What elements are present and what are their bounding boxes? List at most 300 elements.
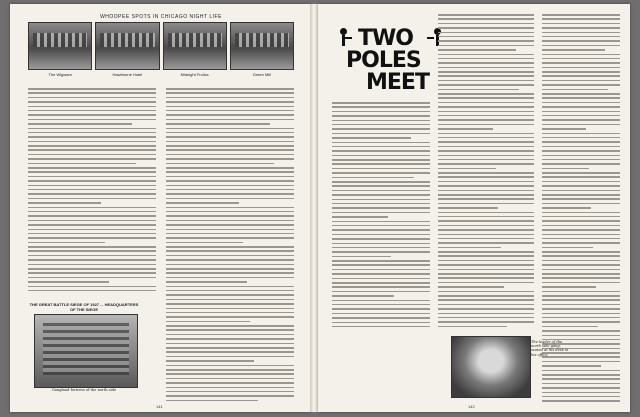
text-line xyxy=(166,242,243,244)
text-line xyxy=(332,146,430,148)
text-line xyxy=(438,32,534,34)
text-line xyxy=(542,146,620,148)
text-line xyxy=(28,233,156,235)
text-line xyxy=(332,124,430,126)
text-line xyxy=(332,102,430,104)
text-line xyxy=(28,272,156,274)
portrait-caption: The leader of the north side gang, seated at his desk in his office xyxy=(531,340,569,357)
text-line xyxy=(166,321,250,323)
text-line xyxy=(542,400,620,402)
headline-line-2: POLES xyxy=(346,48,421,73)
text-line xyxy=(166,220,294,222)
text-line xyxy=(166,88,294,90)
text-line xyxy=(438,299,534,301)
text-line xyxy=(438,225,534,227)
text-line xyxy=(438,185,534,187)
text-line xyxy=(438,150,534,152)
text-line xyxy=(542,133,620,135)
text-line xyxy=(28,185,156,187)
text-line xyxy=(332,260,430,262)
text-line xyxy=(438,84,534,86)
text-line xyxy=(28,286,156,288)
text-line xyxy=(542,75,620,77)
text-line xyxy=(332,304,430,306)
text-line xyxy=(332,256,391,258)
text-line xyxy=(542,190,620,192)
text-line xyxy=(542,317,620,319)
text-line xyxy=(166,114,294,116)
text-line xyxy=(332,251,430,253)
text-line xyxy=(542,71,620,73)
headline-line-1: TWO xyxy=(358,26,413,51)
text-line xyxy=(28,176,156,178)
text-line xyxy=(166,308,294,310)
text-line xyxy=(542,286,596,288)
text-line xyxy=(332,278,430,280)
text-line xyxy=(438,321,534,323)
text-line xyxy=(166,97,294,99)
text-line xyxy=(542,251,620,253)
text-line xyxy=(438,163,534,165)
text-line xyxy=(438,106,534,108)
text-line xyxy=(166,193,294,195)
text-line xyxy=(438,247,501,249)
text-line xyxy=(332,128,430,130)
page-number-right: 142 xyxy=(468,404,475,409)
text-line xyxy=(166,171,294,173)
text-line xyxy=(438,119,534,121)
text-line xyxy=(542,212,620,214)
text-line xyxy=(542,172,620,174)
text-line xyxy=(166,229,294,231)
text-line xyxy=(438,137,534,139)
text-line xyxy=(166,233,294,235)
text-line xyxy=(28,110,156,112)
text-line xyxy=(28,132,156,134)
text-line xyxy=(28,255,156,257)
text-line xyxy=(166,290,294,292)
text-line xyxy=(542,67,620,69)
text-line xyxy=(28,163,136,165)
text-line xyxy=(332,207,430,209)
text-line xyxy=(28,250,156,252)
photo-caption: The Wigwam xyxy=(48,72,72,77)
text-line xyxy=(542,396,620,398)
text-line xyxy=(166,299,294,301)
text-line xyxy=(166,167,294,169)
text-line xyxy=(542,282,620,284)
left-column-2-text xyxy=(166,88,294,406)
text-line xyxy=(166,154,294,156)
text-line xyxy=(542,264,620,266)
text-line xyxy=(166,246,294,248)
text-line xyxy=(332,282,430,284)
text-line xyxy=(542,80,620,82)
text-line xyxy=(166,224,294,226)
text-line xyxy=(332,181,430,183)
text-line xyxy=(332,243,430,245)
text-line xyxy=(166,338,294,340)
text-line xyxy=(438,23,534,25)
text-line xyxy=(166,215,294,217)
text-line xyxy=(166,272,294,274)
text-line xyxy=(438,291,534,293)
photo-caption: Hawthorne Hotel xyxy=(112,72,143,77)
text-line xyxy=(542,27,620,29)
right-column-1-text xyxy=(332,102,430,334)
text-line xyxy=(438,234,534,236)
text-line xyxy=(438,62,534,64)
text-line xyxy=(438,282,534,284)
text-line xyxy=(438,295,534,297)
headline-line-3: MEET xyxy=(366,70,429,95)
text-line xyxy=(438,75,534,77)
text-line xyxy=(332,322,430,324)
photo-image xyxy=(163,22,227,70)
text-line xyxy=(542,203,620,205)
text-line xyxy=(332,317,430,319)
text-line xyxy=(166,312,294,314)
text-line xyxy=(166,92,294,94)
photo-caption: Midnight Frolics xyxy=(180,72,209,77)
text-line xyxy=(166,259,294,261)
text-line xyxy=(166,334,294,336)
text-line xyxy=(542,137,620,139)
text-line xyxy=(166,264,294,266)
text-line xyxy=(28,106,156,108)
text-line xyxy=(438,317,534,319)
text-line xyxy=(166,400,258,402)
text-line xyxy=(542,176,620,178)
article-headline xyxy=(332,26,447,96)
text-line xyxy=(438,102,534,104)
text-line xyxy=(28,189,156,191)
text-line xyxy=(438,313,534,315)
text-line xyxy=(28,136,156,138)
text-line xyxy=(166,395,294,397)
text-line xyxy=(166,382,294,384)
text-line xyxy=(332,264,430,266)
text-line xyxy=(542,40,620,42)
text-line xyxy=(542,84,620,86)
text-line xyxy=(28,158,156,160)
text-line xyxy=(332,212,430,214)
text-line xyxy=(542,198,620,200)
text-line xyxy=(166,176,294,178)
text-line xyxy=(166,316,294,318)
text-line xyxy=(542,255,620,257)
text-line xyxy=(542,181,620,183)
text-line xyxy=(542,58,620,60)
text-line xyxy=(542,32,620,34)
text-line xyxy=(438,36,534,38)
text-line xyxy=(166,158,294,160)
text-line xyxy=(28,224,156,226)
text-line xyxy=(438,172,534,174)
text-line xyxy=(438,220,534,222)
text-line xyxy=(542,18,620,20)
text-line xyxy=(332,225,430,227)
building-panel-title: THE GREAT BATTLE SIEGE OF 1927 ... HEADQUARTERS OF THE SIEGE xyxy=(29,302,139,312)
text-line xyxy=(166,198,294,200)
text-line xyxy=(332,106,430,108)
text-line xyxy=(438,238,534,240)
text-line xyxy=(332,203,430,205)
text-line xyxy=(542,273,620,275)
text-line xyxy=(332,111,430,113)
text-line xyxy=(438,273,534,275)
text-line xyxy=(542,313,620,315)
text-line xyxy=(542,216,620,218)
text-line xyxy=(28,128,156,130)
text-line xyxy=(28,92,156,94)
gang-leader-portrait xyxy=(451,336,531,398)
text-line xyxy=(332,177,414,179)
text-line xyxy=(542,220,620,222)
text-line xyxy=(542,185,620,187)
text-line xyxy=(332,295,394,297)
text-line xyxy=(438,308,534,310)
text-line xyxy=(332,115,430,117)
text-line xyxy=(28,119,156,121)
text-line xyxy=(438,168,496,170)
text-line xyxy=(166,277,294,279)
text-line xyxy=(438,212,534,214)
text-line xyxy=(28,145,156,147)
text-line xyxy=(28,198,156,200)
text-line xyxy=(166,128,294,130)
text-line xyxy=(542,128,586,130)
text-line xyxy=(542,89,608,91)
text-line xyxy=(332,142,430,144)
text-line xyxy=(542,238,620,240)
text-line xyxy=(166,391,294,393)
text-line xyxy=(438,58,534,60)
photo-image xyxy=(28,22,92,70)
text-line xyxy=(438,45,534,47)
text-line xyxy=(166,207,294,209)
text-line xyxy=(166,106,294,108)
text-line xyxy=(438,14,534,16)
text-line xyxy=(438,207,498,209)
text-line xyxy=(438,194,534,196)
text-line xyxy=(166,145,294,147)
text-line xyxy=(332,326,430,328)
photo-image xyxy=(230,22,294,70)
text-line xyxy=(28,268,156,270)
text-line xyxy=(438,159,534,161)
photo-hawthorne xyxy=(95,22,159,80)
text-line xyxy=(438,269,534,271)
right-column-2-text xyxy=(438,14,534,332)
text-line xyxy=(166,185,294,187)
text-line xyxy=(166,365,294,367)
left-page xyxy=(10,4,310,412)
text-line xyxy=(332,229,430,231)
text-line xyxy=(542,260,620,262)
photo-image xyxy=(95,22,159,70)
text-line xyxy=(28,281,109,283)
text-line xyxy=(438,260,534,262)
photo-green-mill xyxy=(230,22,294,80)
text-line xyxy=(542,335,620,337)
text-line xyxy=(542,330,620,332)
text-line xyxy=(166,255,294,257)
text-line xyxy=(166,189,294,191)
text-line xyxy=(166,373,294,375)
text-line xyxy=(542,102,620,104)
text-line xyxy=(438,97,534,99)
text-line xyxy=(28,202,101,204)
text-line xyxy=(332,190,430,192)
text-line xyxy=(166,149,294,151)
text-line xyxy=(332,221,430,223)
text-line xyxy=(542,299,620,301)
text-line xyxy=(438,198,534,200)
text-line xyxy=(28,215,156,217)
text-line xyxy=(28,101,156,103)
text-line xyxy=(542,321,620,323)
text-line xyxy=(332,247,430,249)
text-line xyxy=(166,123,270,125)
text-line xyxy=(438,80,534,82)
text-line xyxy=(542,168,589,170)
text-line xyxy=(542,62,620,64)
text-line xyxy=(28,171,156,173)
text-line xyxy=(166,343,294,345)
text-line xyxy=(28,237,156,239)
text-line xyxy=(166,180,294,182)
text-line xyxy=(542,229,620,231)
text-line xyxy=(438,128,493,130)
text-line xyxy=(28,180,156,182)
text-line xyxy=(438,155,534,157)
text-line xyxy=(542,97,620,99)
photo-strip-title: WHOOPEE SPOTS IN CHICAGO NIGHT LIFE xyxy=(100,14,222,20)
text-line xyxy=(332,300,430,302)
text-line xyxy=(542,247,593,249)
text-line xyxy=(542,49,605,51)
text-line xyxy=(438,40,534,42)
text-line xyxy=(438,229,534,231)
text-line xyxy=(542,54,620,56)
text-line xyxy=(332,150,430,152)
text-line xyxy=(166,329,294,331)
text-line xyxy=(542,234,620,236)
text-line xyxy=(166,303,294,305)
text-line xyxy=(332,216,388,218)
building-caption: Gangland fortress of the north side xyxy=(51,388,117,392)
building-photo xyxy=(34,314,138,388)
text-line xyxy=(542,277,620,279)
text-line xyxy=(438,27,534,29)
text-line xyxy=(542,308,620,310)
photo-frolics xyxy=(163,22,227,80)
text-line xyxy=(332,194,430,196)
text-line xyxy=(28,123,132,125)
text-line xyxy=(542,150,620,152)
text-line xyxy=(438,141,534,143)
text-line xyxy=(542,326,598,328)
text-line xyxy=(438,190,534,192)
text-line xyxy=(542,291,620,293)
text-line xyxy=(332,234,430,236)
text-line xyxy=(438,67,534,69)
text-line xyxy=(542,119,620,121)
text-line xyxy=(542,36,620,38)
photo-strip xyxy=(28,22,294,80)
text-line xyxy=(166,202,239,204)
text-line xyxy=(332,163,430,165)
text-line xyxy=(542,225,620,227)
text-line xyxy=(166,281,247,283)
text-line xyxy=(28,277,156,279)
text-line xyxy=(166,347,294,349)
text-line xyxy=(166,268,294,270)
text-line xyxy=(28,193,156,195)
text-line xyxy=(166,101,294,103)
text-line xyxy=(438,277,534,279)
text-line xyxy=(166,211,294,213)
text-line xyxy=(542,370,620,372)
text-line xyxy=(438,49,516,51)
text-line xyxy=(438,89,519,91)
text-line xyxy=(166,163,274,165)
text-line xyxy=(332,313,430,315)
text-line xyxy=(28,141,156,143)
text-line xyxy=(166,356,294,358)
text-line xyxy=(542,124,620,126)
text-line xyxy=(542,361,620,363)
text-line xyxy=(166,136,294,138)
text-line xyxy=(542,163,620,165)
text-line xyxy=(438,181,534,183)
text-line xyxy=(438,216,534,218)
text-line xyxy=(332,185,430,187)
text-line xyxy=(28,88,156,90)
text-line xyxy=(542,295,620,297)
text-line xyxy=(438,176,534,178)
text-line xyxy=(438,115,534,117)
text-line xyxy=(542,269,620,271)
text-line xyxy=(332,168,430,170)
text-line xyxy=(332,172,430,174)
text-line xyxy=(28,207,156,209)
text-line xyxy=(542,378,620,380)
text-line xyxy=(438,251,534,253)
text-line xyxy=(542,106,620,108)
text-line xyxy=(438,93,534,95)
text-line xyxy=(542,159,620,161)
left-column-1-text xyxy=(28,88,156,298)
text-line xyxy=(166,378,294,380)
page-number-left: 141 xyxy=(156,404,163,409)
text-line xyxy=(438,111,534,113)
text-line xyxy=(542,23,620,25)
text-line xyxy=(542,383,620,385)
text-line xyxy=(542,365,601,367)
text-line xyxy=(332,159,430,161)
text-line xyxy=(542,207,591,209)
photo-caption: Green Mill xyxy=(252,72,271,77)
text-line xyxy=(542,304,620,306)
text-line xyxy=(438,255,534,257)
text-line xyxy=(166,132,294,134)
text-line xyxy=(438,133,534,135)
text-line xyxy=(28,242,105,244)
text-line xyxy=(332,291,430,293)
text-line xyxy=(332,286,430,288)
